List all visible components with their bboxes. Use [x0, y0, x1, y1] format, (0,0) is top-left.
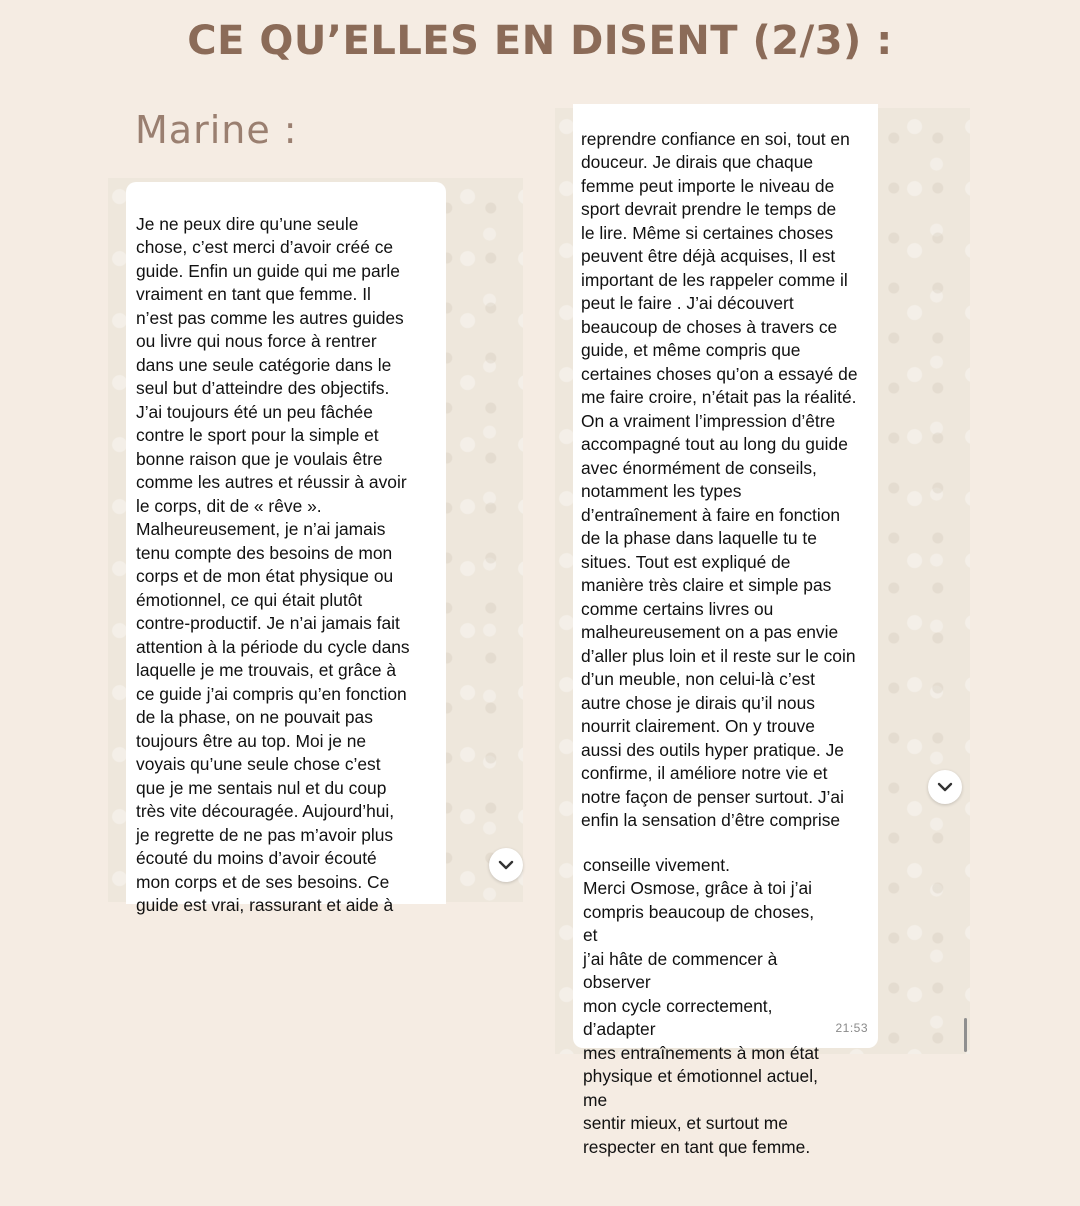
- message-text: Je ne peux dire qu’une seule chose, c’est merci d’avoir créé ce guide. Enfin un guide qui me parle vraiment en tant que femme. Il n’est pas comme les autres guides ou livre qui nous force à rentrer dans une seule catégorie dans le seul but d’atteindre des objectifs. J’ai toujours été un peu fâchée contre le sport pour la simple et bonne raison que je voulais être comme les autres et réussir à avoir le corps, dit de « rêve ». Malheureusement, je n’ai jamais tenu compte des besoins de mon corps et de mon état physique ou émotionnel, ce qui était plutôt contre-productif. Je n’ai jamais fait attention à la période du cycle dans laquelle je me trouvais, et grâce à ce guide j’ai compris qu’en fonction de la phase, on ne pouvait pas toujours être au top. Moi je ne voyais qu’une seule chose c’est que je me sentais nul et du coup très vite découragée. Aujourd’hui, je regrette de ne pas m’avoir plus écouté du moins d’avoir écouté mon corps et de ses besoins. Ce guide est vrai, rassurant et aide à: [136, 213, 410, 915]
- message-bubble: [573, 830, 878, 1157]
- message-bubble: [573, 104, 878, 830]
- scroll-down-button[interactable]: [489, 848, 523, 882]
- chat-screenshot-left: [108, 178, 523, 915]
- message-text: reprendre confiance en soi, tout en douceur. Je dirais que chaque femme peut importe le niveau de sport devrait prendre le temps de le lire. Même si certaines choses peuvent être déjà acquises, Il est important de les rappeler comme il peut le faire . J’ai découvert beaucoup de choses à travers ce guide, et même compris que certaines choses qu’on a essayé de me faire croire, n’était pas la réalité. On a vraiment l’impression d’être accompagné tout au long du guide avec énormément de conseils, notamment les types d’entraînement à faire en fonction de la phase dans laquelle tu te situes. Tout est expliqué de manière très claire et simple pas comme certains livres ou malheureusement on a pas envie d’aller plus loin et il reste sur le coin d’un meuble, non celui-là c’est autre chose je dirais qu’il nous nourrit clairement. On y trouve aussi des outils hyper pratique. Je confirme, il améliore notre vie et notre façon de penser surtout. J’ai enfin la sensation d’être comprise: [581, 128, 858, 830]
- message-bubble: [126, 182, 446, 915]
- chevron-down-icon: [498, 860, 514, 870]
- page-title: CE QU’ELLES EN DISENT (2/3) :: [187, 18, 893, 64]
- scrollbar[interactable]: [964, 1018, 967, 1052]
- message-timestamp: 21:53: [835, 1020, 868, 1035]
- chevron-down-icon: [937, 782, 953, 792]
- scroll-down-button[interactable]: [928, 770, 962, 804]
- message-text: conseille vivement. Merci Osmose, grâce à toi j’ai compris beaucoup de choses, et j’ai hâte de commencer à observer mon cycle correctement, d’adapter mes entraînements à mon état physique et émotionnel actuel, me sentir mieux, et surtout me respecter en tant que femme.: [583, 854, 819, 1157]
- author-label: Marine :: [135, 108, 298, 152]
- chat-screenshot-right: [555, 108, 970, 1157]
